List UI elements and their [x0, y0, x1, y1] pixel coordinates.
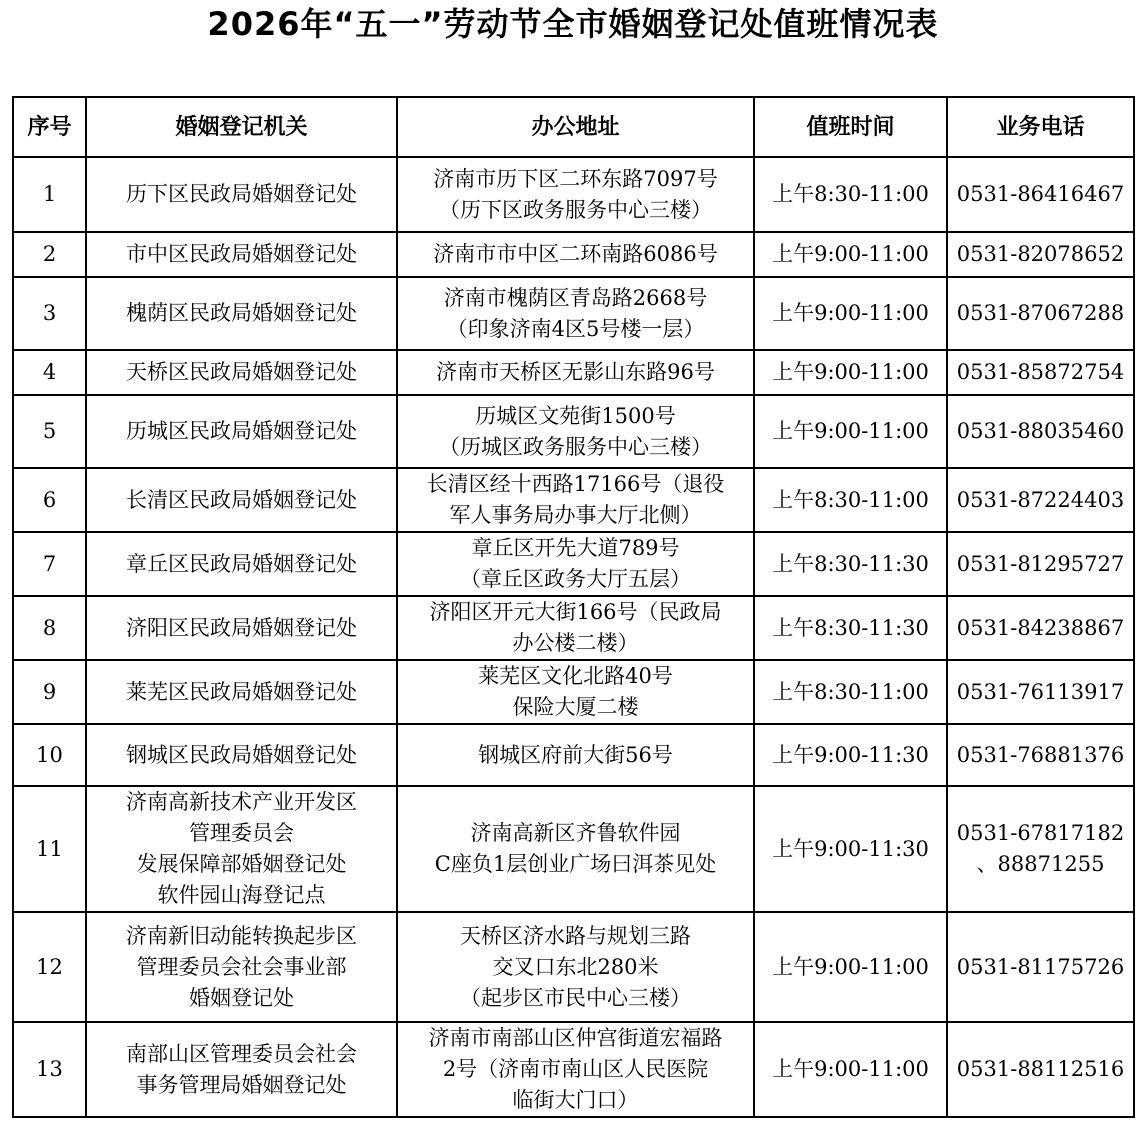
duty-table — [12, 96, 1135, 1118]
cell-office-line: 历下区民政局婚姻登记处 — [126, 182, 357, 206]
cell-phone — [947, 1022, 1134, 1117]
table-row — [13, 596, 1134, 660]
cell-phone-line: 0531-76113917 — [956, 679, 1125, 704]
cell-time: 上午9:00-11:00 — [754, 232, 947, 277]
cell-no: 7 — [13, 532, 86, 596]
cell-phone — [947, 232, 1134, 277]
table-row — [13, 395, 1134, 468]
cell-office — [86, 277, 397, 350]
cell-office-line: 莱芜区民政局婚姻登记处 — [126, 679, 357, 704]
cell-office-line: 济南新旧动能转换起步区 — [126, 923, 357, 948]
cell-address — [397, 660, 754, 724]
cell-no: 9 — [13, 660, 86, 724]
cell-office-line: 长清区民政局婚姻登记处 — [126, 487, 357, 512]
cell-office-line: 软件园山海登记点 — [157, 883, 326, 907]
cell-time: 上午9:00-11:00 — [754, 277, 947, 350]
cell-address — [397, 350, 754, 395]
cell-no: 8 — [13, 596, 86, 660]
cell-office-line: 历城区民政局婚姻登记处 — [126, 419, 357, 443]
cell-address-line: 天桥区济水路与规划三路 — [460, 923, 691, 948]
cell-office — [86, 912, 397, 1022]
cell-address — [397, 232, 754, 277]
header-no: 序号 — [13, 97, 86, 157]
cell-address-line: 济南市南部山区仲宫街道宏福路 — [428, 1026, 723, 1050]
cell-phone-line: 0531-81175726 — [956, 954, 1125, 979]
cell-office — [86, 395, 397, 468]
cell-no: 4 — [13, 350, 86, 395]
cell-address-line: （历下区政务服务中心三楼） — [439, 197, 712, 222]
cell-phone-line: 0531-87067288 — [956, 301, 1125, 325]
cell-phone-line: 0531-76881376 — [956, 742, 1125, 767]
cell-phone-line: 0531-82078652 — [956, 242, 1125, 266]
cell-phone-line: 0531-67817182 — [956, 821, 1125, 845]
cell-phone-line: 0531-84238867 — [956, 615, 1125, 640]
cell-phone — [947, 350, 1134, 395]
cell-phone-line: 0531-86416467 — [956, 182, 1125, 206]
cell-phone-line: 0531-88112516 — [956, 1057, 1125, 1081]
cell-no: 10 — [13, 724, 86, 786]
cell-time: 上午9:00-11:30 — [754, 786, 947, 912]
cell-address-line: 章丘区开先大道789号 — [471, 536, 680, 560]
cell-address-line: 办公楼二楼） — [512, 631, 639, 655]
cell-address-line: 济阳区开元大街166号（民政局 — [429, 600, 722, 624]
table-row — [13, 350, 1134, 395]
cell-office-line: 发展保障部婚姻登记处 — [136, 852, 347, 876]
cell-no: 13 — [13, 1022, 86, 1117]
cell-office-line: 钢城区民政局婚姻登记处 — [126, 742, 357, 767]
table-row — [13, 660, 1134, 724]
cell-office — [86, 468, 397, 532]
cell-address — [397, 724, 754, 786]
cell-office — [86, 724, 397, 786]
cell-phone-line: 、88871255 — [976, 852, 1105, 876]
cell-office-line: 管理委员会 — [189, 821, 294, 845]
cell-address-line: 长清区经十西路17166号（退役 — [426, 472, 725, 496]
cell-phone — [947, 596, 1134, 660]
table-row — [13, 786, 1134, 912]
cell-address-line: 济南市槐荫区青岛路2668号 — [443, 285, 708, 310]
cell-address-line: （章丘区政务大厅五层） — [460, 567, 691, 591]
cell-office — [86, 786, 397, 912]
cell-address — [397, 277, 754, 350]
cell-time: 上午8:30-11:30 — [754, 532, 947, 596]
cell-time: 上午9:00-11:00 — [754, 912, 947, 1022]
table-row — [13, 468, 1134, 532]
cell-address-line: （起步区市民中心三楼） — [460, 985, 691, 1010]
cell-time: 上午9:00-11:00 — [754, 350, 947, 395]
cell-phone — [947, 157, 1134, 232]
table-row — [13, 912, 1134, 1022]
cell-phone-line: 0531-87224403 — [956, 487, 1125, 512]
cell-no: 6 — [13, 468, 86, 532]
cell-time: 上午9:00-11:30 — [754, 724, 947, 786]
cell-office-line: 天桥区民政局婚姻登记处 — [126, 360, 357, 384]
cell-office-line: 槐荫区民政局婚姻登记处 — [126, 301, 357, 325]
cell-phone — [947, 912, 1134, 1022]
cell-time: 上午9:00-11:00 — [754, 1022, 947, 1117]
cell-address — [397, 468, 754, 532]
cell-address-line: （历城区政务服务中心三楼） — [439, 434, 712, 459]
cell-address-line: 保险大厦二楼 — [512, 695, 639, 719]
cell-no: 2 — [13, 232, 86, 277]
cell-time: 上午9:00-11:00 — [754, 395, 947, 468]
cell-office — [86, 1022, 397, 1117]
cell-no: 3 — [13, 277, 86, 350]
cell-office-line: 济阳区民政局婚姻登记处 — [126, 615, 357, 640]
cell-office — [86, 532, 397, 596]
cell-address — [397, 395, 754, 468]
header-time: 值班时间 — [754, 97, 947, 157]
cell-time: 上午8:30-11:30 — [754, 596, 947, 660]
header-office: 婚姻登记机关 — [86, 97, 397, 157]
cell-address-line: 历城区文苑街1500号 — [475, 403, 676, 428]
page-title: 2026年“五一”劳动节全市婚姻登记处值班情况表 — [207, 5, 939, 43]
cell-address-line: 济南市市中区二环南路6086号 — [433, 242, 718, 266]
cell-phone — [947, 660, 1134, 724]
cell-no: 1 — [13, 157, 86, 232]
table-row — [13, 724, 1134, 786]
cell-office-line: 管理委员会社会事业部 — [136, 954, 347, 979]
cell-phone — [947, 786, 1134, 912]
cell-no: 12 — [13, 912, 86, 1022]
cell-time: 上午8:30-11:00 — [754, 660, 947, 724]
cell-address-line: 2号（济南市南山区人民医院 — [442, 1057, 709, 1081]
cell-phone — [947, 468, 1134, 532]
cell-phone — [947, 395, 1134, 468]
table-row — [13, 277, 1134, 350]
table-row — [13, 232, 1134, 277]
table-row — [13, 532, 1134, 596]
cell-address-line: 交叉口东北280米 — [492, 954, 659, 979]
cell-address-line: （印象济南4区5号楼一层） — [446, 316, 705, 341]
cell-address — [397, 1022, 754, 1117]
cell-address-line: 济南市天桥区无影山东路96号 — [436, 360, 715, 384]
cell-phone-line: 0531-88035460 — [956, 419, 1125, 443]
cell-office — [86, 596, 397, 660]
cell-address-line: 临街大门口） — [512, 1088, 639, 1112]
cell-no: 11 — [13, 786, 86, 912]
cell-office-line: 章丘区民政局婚姻登记处 — [126, 551, 357, 576]
cell-address — [397, 786, 754, 912]
cell-time: 上午8:30-11:00 — [754, 157, 947, 232]
cell-office-line: 南部山区管理委员会社会 — [126, 1041, 357, 1066]
cell-office — [86, 350, 397, 395]
header-address: 办公地址 — [397, 97, 754, 157]
cell-phone — [947, 724, 1134, 786]
cell-office — [86, 232, 397, 277]
table-body — [13, 157, 1134, 1117]
cell-phone-line: 0531-81295727 — [956, 551, 1125, 576]
cell-address — [397, 596, 754, 660]
cell-office-line: 婚姻登记处 — [189, 985, 294, 1010]
cell-office — [86, 157, 397, 232]
cell-address-line: 济南高新区齐鲁软件园 — [470, 821, 681, 845]
cell-phone — [947, 532, 1134, 596]
cell-address-line: 济南市历下区二环东路7097号 — [433, 166, 718, 191]
cell-no: 5 — [13, 395, 86, 468]
cell-address — [397, 532, 754, 596]
table-row — [13, 1022, 1134, 1117]
table-row — [13, 157, 1134, 232]
cell-office-line: 济南高新技术产业开发区 — [126, 790, 357, 814]
cell-address-line: 军人事务局办事大厅北侧） — [449, 503, 702, 527]
cell-office — [86, 660, 397, 724]
cell-address — [397, 157, 754, 232]
cell-office-line: 事务管理局婚姻登记处 — [136, 1072, 347, 1097]
cell-time: 上午8:30-11:00 — [754, 468, 947, 532]
cell-phone — [947, 277, 1134, 350]
header-phone: 业务电话 — [947, 97, 1134, 157]
cell-address-line: C座负1层创业广场曰洱茶见处 — [434, 852, 717, 876]
cell-address — [397, 912, 754, 1022]
cell-address-line: 钢城区府前大街56号 — [478, 742, 673, 767]
header-row — [13, 97, 1134, 157]
cell-phone-line: 0531-85872754 — [956, 360, 1125, 384]
cell-office-line: 市中区民政局婚姻登记处 — [126, 242, 357, 266]
cell-address-line: 莱芜区文化北路40号 — [478, 664, 673, 688]
